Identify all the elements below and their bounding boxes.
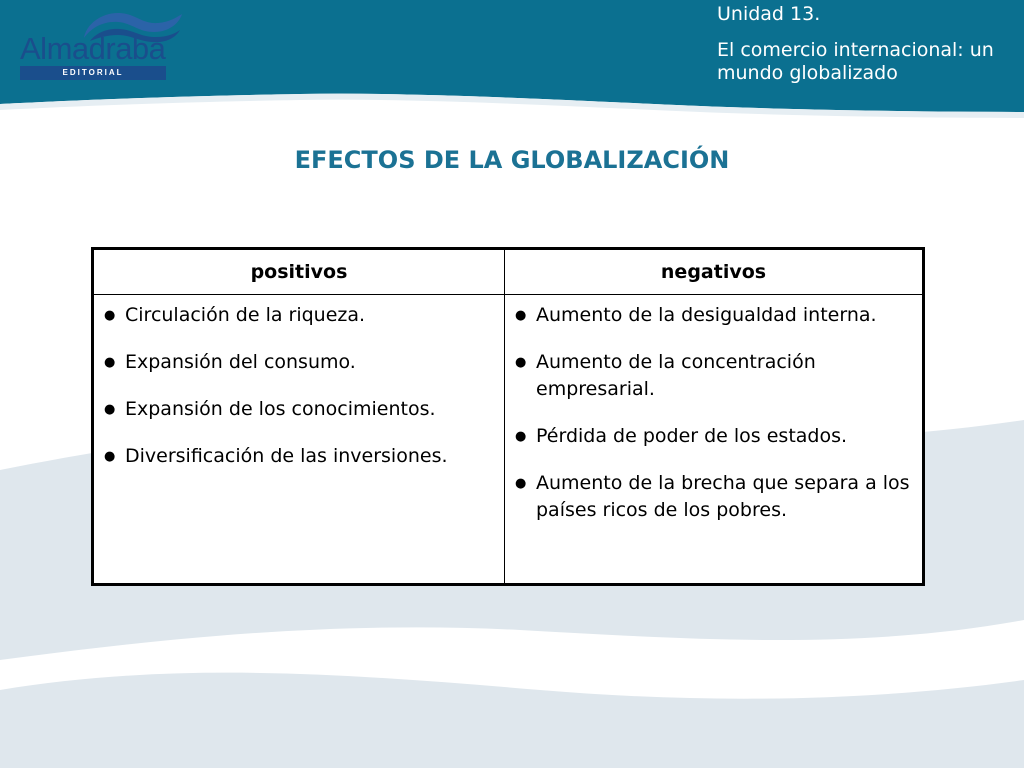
list-item-text: Aumento de la desigualdad interna. xyxy=(536,304,877,326)
positivos-list xyxy=(94,295,504,470)
list-item-text: Expansión del consumo. xyxy=(125,351,356,373)
list-item xyxy=(104,302,498,329)
list-item-text: Pérdida de poder de los estados. xyxy=(536,425,848,447)
table-header-row xyxy=(93,249,924,295)
bullet-icon: ● xyxy=(515,476,527,491)
list-item-text: Aumento de la concentración empresarial. xyxy=(536,351,816,400)
background-wave-lower xyxy=(0,673,1024,768)
negativos-list xyxy=(505,295,922,524)
negativos-cell xyxy=(505,295,924,585)
list-item xyxy=(515,302,916,329)
list-item-text: Circulación de la riqueza. xyxy=(125,304,366,326)
list-item xyxy=(104,349,498,376)
effects-table xyxy=(91,247,925,586)
slide-title: EFECTOS DE LA GLOBALIZACIÓN xyxy=(294,146,730,174)
column-header-negativos: negativos xyxy=(505,249,924,295)
bullet-icon: ● xyxy=(104,308,116,323)
list-item-text: Aumento de la brecha que separa a los países ricos de los pobres. xyxy=(536,472,910,521)
bullet-icon: ● xyxy=(515,429,527,444)
unit-header xyxy=(717,3,1017,85)
column-header-positivos: positivos xyxy=(93,249,505,295)
bullet-icon: ● xyxy=(515,355,527,370)
bullet-icon: ● xyxy=(104,402,116,417)
logo-subtitle: EDITORIAL xyxy=(20,66,166,80)
bullet-icon: ● xyxy=(104,449,116,464)
bullet-icon: ● xyxy=(515,308,527,323)
positivos-cell xyxy=(93,295,505,585)
list-item-text: Diversificación de las inversiones. xyxy=(125,445,448,467)
list-item-text: Expansión de los conocimientos. xyxy=(125,398,436,420)
list-item xyxy=(515,470,916,524)
logo-brand-text: Almadraba xyxy=(20,31,166,66)
almadraba-logo xyxy=(18,8,170,80)
list-item xyxy=(515,423,916,450)
list-item xyxy=(515,349,916,403)
bullet-icon: ● xyxy=(104,355,116,370)
unit-title: El comercio internacional: un mundo globalizado xyxy=(717,39,994,84)
table-row xyxy=(93,295,924,585)
list-item xyxy=(104,396,498,423)
unit-number: Unidad 13. xyxy=(717,3,821,25)
list-item xyxy=(104,443,498,470)
